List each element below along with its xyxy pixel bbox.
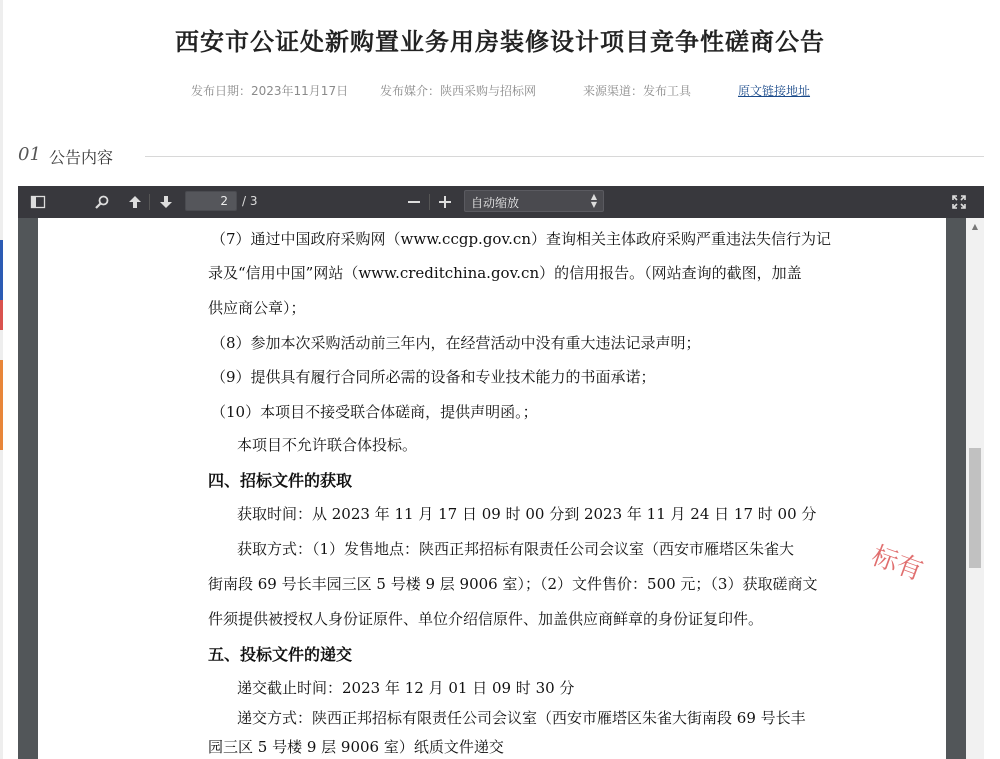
doc-line: 供应商公章）；	[208, 299, 306, 317]
select-arrows-icon: ▲ ▼	[590, 192, 597, 209]
page-total: / 3	[242, 194, 258, 208]
doc-heading: 五、投标文件的递交	[208, 645, 353, 664]
doc-line: 递交方式：陕西正邦招标有限责任公司会议室（西安市雁塔区朱雀大街南段 69 号长丰	[237, 709, 806, 727]
doc-line: （7）通过中国政府采购网（www.ccgp.gov.cn）查询相关主体政府采购严重违法失信行为记	[211, 230, 831, 248]
doc-line: 园三区 5 号楼 9 层 9006 室）纸质文件递交	[208, 738, 504, 756]
stamp-fragment: 标有	[867, 540, 927, 587]
doc-line: 获取方式：（1）发售地点：陕西正邦招标有限责任公司会议室（西安市雁塔区朱雀大	[237, 540, 795, 558]
previous-page-icon[interactable]	[123, 190, 147, 214]
doc-line: （10）本项目不接受联合体磋商，提供声明函。；	[211, 403, 538, 421]
section-divider	[145, 156, 984, 157]
sidebar-toggle-icon[interactable]	[26, 190, 50, 214]
doc-line: 本项目不允许联合体投标。	[237, 436, 418, 454]
doc-line: （8）参加本次采购活动前三年内，在经营活动中没有重大违法记录声明；	[211, 334, 701, 352]
presentation-mode-icon[interactable]	[947, 190, 971, 214]
source-link[interactable]: 原文链接地址	[738, 84, 811, 98]
left-edge-strip	[0, 0, 3, 759]
search-icon[interactable]	[90, 190, 114, 214]
vertical-scrollbar[interactable]	[966, 218, 984, 759]
strip-segment	[0, 360, 3, 450]
next-page-icon[interactable]	[154, 190, 178, 214]
meta-bar	[0, 82, 1000, 100]
strip-segment	[0, 240, 3, 300]
zoom-value: 自动缩放	[471, 196, 520, 210]
toolbar-separator	[429, 194, 430, 210]
doc-line: 获取时间：从 2023 年 11 月 17 日 09 时 00 分到 2023 年 11 月 24 日 17 时 00 分	[237, 505, 817, 523]
section-number: 01	[18, 144, 41, 165]
pdf-page-area[interactable]	[18, 218, 966, 759]
section-label: 公告内容	[49, 148, 114, 167]
scroll-up-icon[interactable]: ▲	[971, 222, 979, 231]
doc-heading: 四、招标文件的获取	[208, 471, 353, 490]
publish-date: 发布日期：2023年11月17日	[191, 84, 349, 98]
doc-line: 街南段 69 号长丰园三区 5 号楼 9 层 9006 室）；（2）文件售价：500 元；（3）获取磋商文	[208, 575, 818, 593]
section-header	[18, 144, 984, 168]
toolbar-separator	[149, 194, 150, 210]
zoom-in-icon[interactable]	[433, 190, 457, 214]
page-number-input[interactable]: 2	[185, 191, 237, 211]
pdf-viewer	[18, 186, 984, 759]
pdf-page	[38, 218, 946, 759]
doc-line: 件须提供被授权人身份证原件、单位介绍信原件、加盖供应商鲜章的身份证复印件。	[208, 610, 764, 628]
strip-segment	[0, 300, 3, 330]
scrollbar-thumb[interactable]	[969, 448, 981, 568]
source-channel: 来源渠道：发布工具	[583, 84, 692, 98]
zoom-select[interactable]	[464, 190, 604, 212]
pdf-toolbar	[18, 186, 984, 218]
doc-line: （9）提供具有履行合同所必需的设备和专业技术能力的书面承诺；	[211, 368, 656, 386]
doc-line: 录及“信用中国”网站（www.creditchina.gov.cn）的信用报告。（网站查询的截图，加盖	[208, 264, 802, 282]
doc-line: 递交截止时间：2023 年 12 月 01 日 09 时 30 分	[237, 679, 575, 697]
page-title: 西安市公证处新购置业务用房装修设计项目竞争性磋商公告	[175, 28, 825, 56]
zoom-out-icon[interactable]	[402, 190, 426, 214]
publish-media: 发布媒介：陕西采购与招标网	[380, 84, 537, 98]
